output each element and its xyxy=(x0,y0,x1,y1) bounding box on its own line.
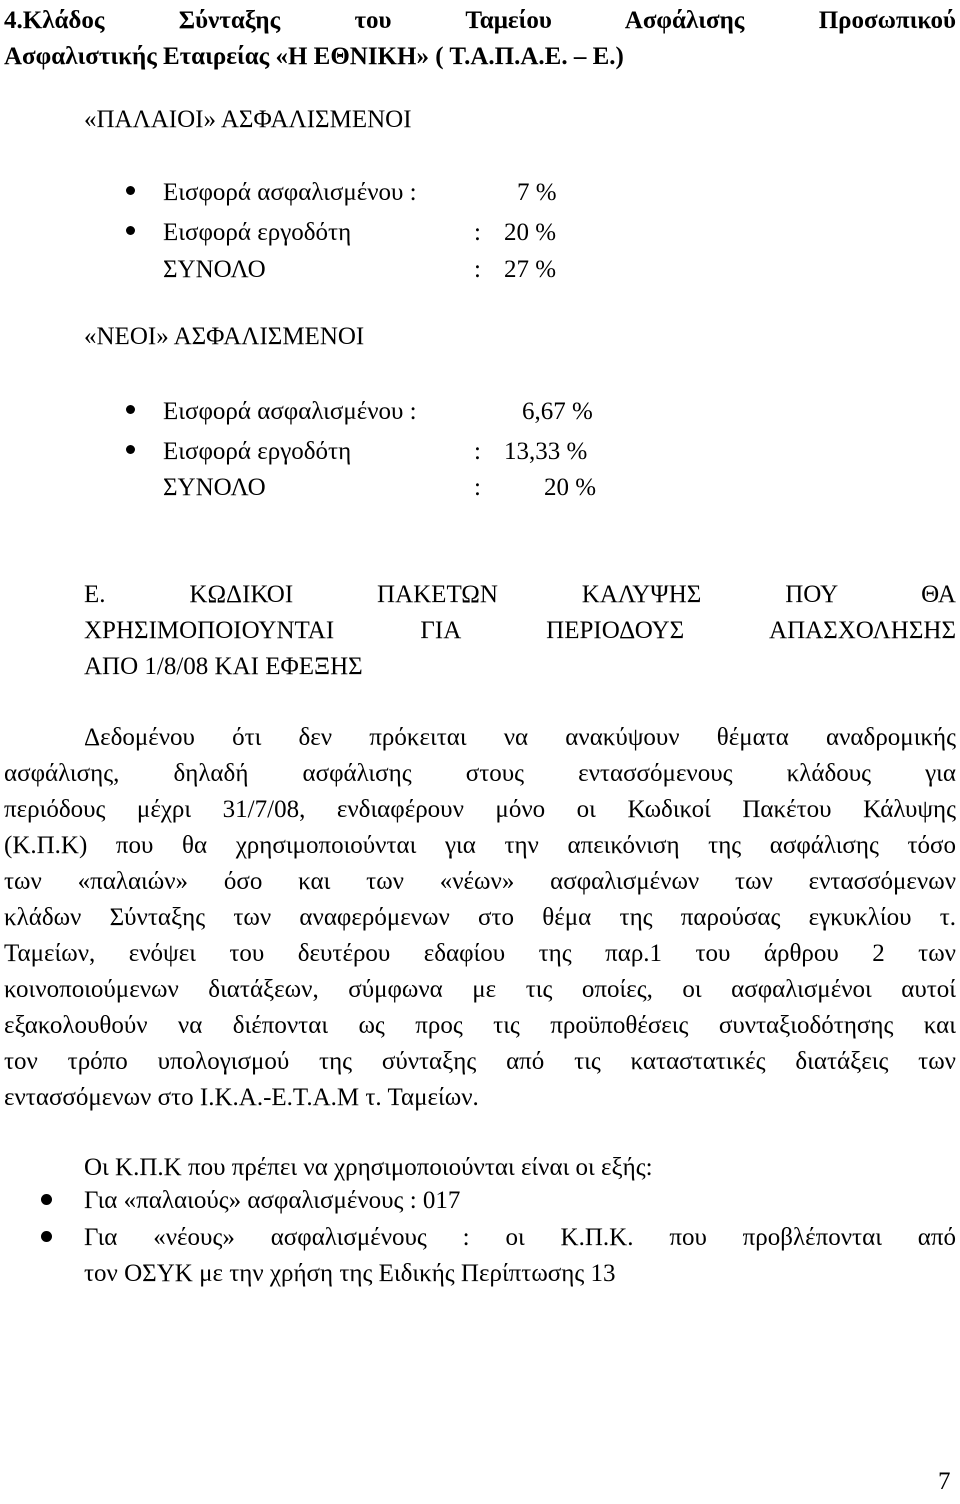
old-employer-colon: : xyxy=(474,219,481,246)
section-e-heading-line1: Ε. ΚΩΔΙΚΟΙ ΠΑΚΕΤΩΝ ΚΑΛΥΨΗΣ ΠΟΥ ΘΑ xyxy=(84,581,956,608)
new-total-label: ΣΥΝΟΛΟ xyxy=(163,474,266,501)
bullet-icon xyxy=(41,1231,52,1242)
kpk-item-old: Για «παλαιούς» ασφαλισμένους : 017 xyxy=(84,1187,461,1214)
section-e-heading-line2: ΧΡΗΣΙΜΟΠΟΙΟΥΝΤΑΙ ΓΙΑ ΠΕΡΙΟΔΟΥΣ ΑΠΑΣΧΟΛΗΣΗΣ xyxy=(84,617,956,644)
bullet-icon xyxy=(126,445,135,454)
bullet-icon xyxy=(126,226,135,235)
bullet-icon xyxy=(41,1194,52,1205)
section-heading-line1: 4.Κλάδος Σύνταξης του Ταμείου Ασφάλισης Προσωπικού xyxy=(4,7,956,34)
kpk-item-new-line1: Για «νέους» ασφαλισμένους : οι Κ.Π.Κ. που προβλέπονται από xyxy=(84,1224,956,1251)
paragraph-line: κοινοποιούμενων διατάξεων, σύμφωνα με τις οποίες, οι ασφαλισμένοι αυτοί xyxy=(4,976,956,1003)
paragraph-line: κλάδων Σύνταξης των αναφερόμενων στο θέμα της παρούσας εγκυκλίου τ. xyxy=(4,904,956,931)
paragraph-line: (Κ.Π.Κ) που θα χρησιμοποιούνται για την απεικόνιση της ασφάλισης τόσο xyxy=(4,832,956,859)
new-employer-colon: : xyxy=(474,438,481,465)
old-total-colon: : xyxy=(474,256,481,283)
bullet-icon xyxy=(126,186,135,195)
paragraph-line: Ταμείων, ενόψει του δευτέρου εδαφίου της παρ.1 του άρθρου 2 των xyxy=(4,940,956,967)
new-insured-title: «ΝΕΟΙ» ΑΣΦΑΛΙΣΜΕΝΟΙ xyxy=(84,323,365,350)
page-number: 7 xyxy=(938,1468,951,1495)
paragraph-line: εξακολουθούν να διέπονται ως προς τις προϋποθέσεις συνταξιοδότησης και xyxy=(4,1012,956,1039)
new-employee-label: Εισφορά ασφαλισμένου : xyxy=(163,398,417,425)
paragraph-line: Δεδομένου ότι δεν πρόκειται να ανακύψουν θέματα αναδρομικής xyxy=(84,724,956,751)
kpk-intro: Οι Κ.Π.Κ που πρέπει να χρησιμοποιούνται είναι οι εξής: xyxy=(84,1154,653,1181)
old-total-label: ΣΥΝΟΛΟ xyxy=(163,256,266,283)
paragraph-line: ασφάλισης, δηλαδή ασφάλισης στους εντασσόμενους κλάδους για xyxy=(4,760,956,787)
old-employee-value: 7 % xyxy=(517,179,557,206)
new-employer-value: 13,33 % xyxy=(504,438,588,465)
kpk-item-new-line2: τον ΟΣΥΚ με την χρήση της Ειδικής Περίπτωσης 13 xyxy=(84,1260,616,1287)
new-employer-label: Εισφορά εργοδότη xyxy=(163,438,352,465)
old-employer-label: Εισφορά εργοδότη xyxy=(163,219,352,246)
new-employee-value: 6,67 % xyxy=(522,398,593,425)
paragraph-line: τον τρόπο υπολογισμού της σύνταξης από τις καταστατικές διατάξεις των xyxy=(4,1048,956,1075)
bullet-icon xyxy=(126,405,135,414)
old-insured-title: «ΠΑΛΑΙΟΙ» ΑΣΦΑΛΙΣΜΕΝΟΙ xyxy=(84,106,412,133)
section-e-heading-line3: ΑΠΟ 1/8/08 ΚΑΙ ΕΦΕΞΗΣ xyxy=(84,653,363,680)
old-employer-value: 20 % xyxy=(504,219,557,246)
paragraph-line: των «παλαιών» όσο και των «νέων» ασφαλισμένων των εντασσόμενων xyxy=(4,868,956,895)
old-total-value: 27 % xyxy=(504,256,557,283)
section-heading-line2: Ασφαλιστικής Εταιρείας «Η ΕΘΝΙΚΗ» ( Τ.Α.Π.Α.Ε. – Ε.) xyxy=(4,43,624,70)
old-employee-label: Εισφορά ασφαλισμένου : xyxy=(163,179,417,206)
paragraph-line: περιόδους μέχρι 31/7/08, ενδιαφέρουν μόνο οι Κωδικοί Πακέτου Κάλυψης xyxy=(4,796,956,823)
new-total-value: 20 % xyxy=(544,474,597,501)
paragraph-line: εντασσόμενων στο Ι.Κ.Α.-Ε.Τ.Α.Μ τ. Ταμείων. xyxy=(4,1084,479,1111)
new-total-colon: : xyxy=(474,474,481,501)
